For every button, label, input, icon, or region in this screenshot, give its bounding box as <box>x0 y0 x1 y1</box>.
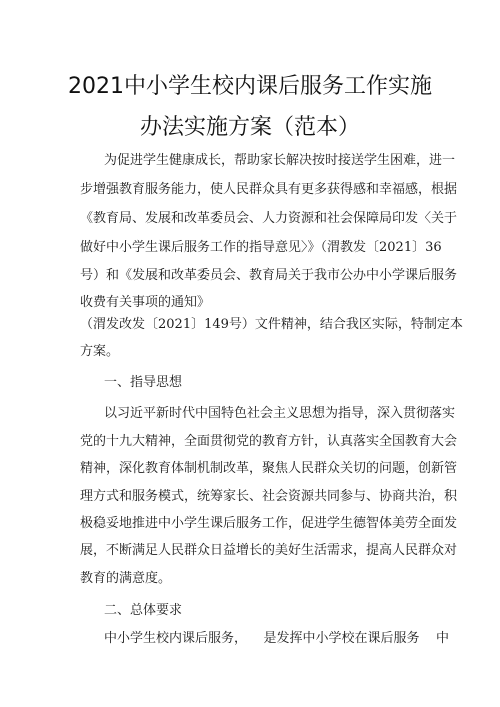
section-heading-general-requirements: 二、总体要求 <box>104 603 183 618</box>
section1-line-1: 以习近平新时代中国特色社会主义思想为指导，深入贯彻落实 <box>104 406 456 421</box>
intro-line-2: 步增强教育服务能力，使人民群众具有更多获得感和幸福感，根据 <box>80 182 458 197</box>
section1-line-7: 教育的满意度。 <box>80 571 172 586</box>
section1-line-2: 党的十九大精神，全面贯彻党的教育方针，认真落实全国教育大会 <box>80 434 458 449</box>
document-title-line-2: 办法实施方案（范本） <box>139 115 360 140</box>
document-title-line-1: 2021中小学生校内课后服务工作实施 <box>68 74 432 99</box>
section1-line-3: 精神，深化教育体制机制改革，聚焦人民群众关切的问题，创新管 <box>80 461 458 476</box>
section1-line-4: 理方式和服务模式，统筹家长、社会资源共同参与、协商共治，积 <box>80 489 458 504</box>
section1-line-5: 极稳妥地推进中小学生课后服务工作，促进学生德智体美劳全面发 <box>80 516 458 531</box>
intro-line-8: 方案。 <box>80 344 120 359</box>
intro-line-4: 做好中小学生课后服务工作的指导意见〉》（渭教发〔2021〕36 <box>80 240 442 255</box>
intro-line-1: 为促进学生健康成长，帮助家长解决按时接送学生困难，进一 <box>104 153 456 168</box>
intro-line-5: 号）和《发展和改革委员会、教育局关于我市公办中小学课后服务 <box>80 268 458 283</box>
intro-line-7: （渭发改发〔2021〕149号）文件精神，结合我区实际，特制定本 <box>80 317 463 332</box>
intro-line-6: 收费有关事项的通知》 <box>80 295 211 310</box>
intro-line-3: 《教育局、发展和改革委员会、人力资源和社会保障局印发〈关于 <box>80 211 458 226</box>
section1-line-6: 展，不断满足人民群众日益增长的美好生活需求，提高人民群众对 <box>80 543 458 558</box>
section-heading-guiding-ideology: 一、指导思想 <box>104 375 183 390</box>
section2-line-1: 中小学生校内课后服务， 是发挥中小学校在课后服务 中 <box>104 631 450 646</box>
